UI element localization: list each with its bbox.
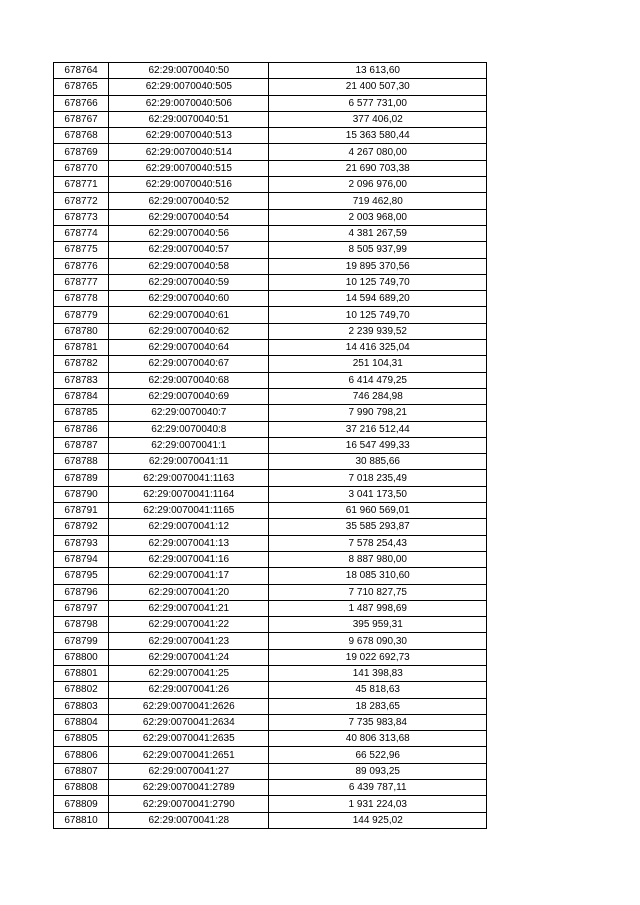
table-row (54, 665, 487, 681)
row-id-cell: 678782 (54, 356, 109, 372)
cadastral-value-cell: 746 284,98 (269, 388, 487, 404)
table-row (54, 698, 487, 714)
row-id-cell: 678789 (54, 470, 109, 486)
table-body (54, 63, 487, 829)
table-row (54, 225, 487, 241)
cadastral-number-cell: 62:29:0070041:2790 (109, 796, 269, 812)
cadastral-number-cell: 62:29:0070041:21 (109, 600, 269, 616)
row-id-cell: 678802 (54, 682, 109, 698)
cadastral-number-cell: 62:29:0070040:61 (109, 307, 269, 323)
cadastral-number-cell: 62:29:0070041:22 (109, 617, 269, 633)
table-row (54, 372, 487, 388)
cadastral-value-cell: 21 690 703,38 (269, 160, 487, 176)
table-row (54, 111, 487, 127)
row-id-cell: 678805 (54, 731, 109, 747)
row-id-cell: 678765 (54, 79, 109, 95)
cadastral-number-cell: 62:29:0070041:24 (109, 649, 269, 665)
table-row (54, 193, 487, 209)
cadastral-number-cell: 62:29:0070040:7 (109, 405, 269, 421)
row-id-cell: 678788 (54, 454, 109, 470)
table-row (54, 274, 487, 290)
row-id-cell: 678784 (54, 388, 109, 404)
row-id-cell: 678801 (54, 665, 109, 681)
table-row (54, 63, 487, 79)
cadastral-value-cell: 18 085 310,60 (269, 568, 487, 584)
cadastral-value-cell: 3 041 173,50 (269, 486, 487, 502)
cadastral-value-cell: 4 381 267,59 (269, 225, 487, 241)
row-id-cell: 678767 (54, 111, 109, 127)
row-id-cell: 678795 (54, 568, 109, 584)
table-row (54, 405, 487, 421)
cadastral-number-cell: 62:29:0070040:505 (109, 79, 269, 95)
row-id-cell: 678779 (54, 307, 109, 323)
table-row (54, 796, 487, 812)
cadastral-number-cell: 62:29:0070040:67 (109, 356, 269, 372)
row-id-cell: 678804 (54, 714, 109, 730)
cadastral-value-cell: 16 547 499,33 (269, 437, 487, 453)
row-id-cell: 678775 (54, 242, 109, 258)
cadastral-value-cell: 1 931 224,03 (269, 796, 487, 812)
cadastral-number-cell: 62:29:0070040:506 (109, 95, 269, 111)
cadastral-number-cell: 62:29:0070041:11 (109, 454, 269, 470)
cadastral-value-cell: 14 594 689,20 (269, 291, 487, 307)
cadastral-number-cell: 62:29:0070041:23 (109, 633, 269, 649)
cadastral-number-cell: 62:29:0070041:2626 (109, 698, 269, 714)
cadastral-value-cell: 8 887 980,00 (269, 551, 487, 567)
row-id-cell: 678803 (54, 698, 109, 714)
table-row (54, 388, 487, 404)
table-row (54, 568, 487, 584)
table-row (54, 421, 487, 437)
table-row (54, 454, 487, 470)
table-row (54, 258, 487, 274)
table-row (54, 470, 487, 486)
row-id-cell: 678773 (54, 209, 109, 225)
cadastral-number-cell: 62:29:0070041:25 (109, 665, 269, 681)
row-id-cell: 678783 (54, 372, 109, 388)
row-id-cell: 678792 (54, 519, 109, 535)
cadastral-value-cell: 37 216 512,44 (269, 421, 487, 437)
row-id-cell: 678778 (54, 291, 109, 307)
cadastral-number-cell: 62:29:0070041:2651 (109, 747, 269, 763)
cadastral-value-cell: 45 818,63 (269, 682, 487, 698)
table-row (54, 600, 487, 616)
cadastral-number-cell: 62:29:0070040:8 (109, 421, 269, 437)
cadastral-value-table (53, 62, 487, 829)
cadastral-value-cell: 40 806 313,68 (269, 731, 487, 747)
cadastral-number-cell: 62:29:0070040:59 (109, 274, 269, 290)
row-id-cell: 678781 (54, 340, 109, 356)
table-row (54, 486, 487, 502)
cadastral-number-cell: 62:29:0070041:27 (109, 763, 269, 779)
cadastral-number-cell: 62:29:0070040:51 (109, 111, 269, 127)
cadastral-number-cell: 62:29:0070041:12 (109, 519, 269, 535)
cadastral-value-cell: 395 959,31 (269, 617, 487, 633)
cadastral-number-cell: 62:29:0070040:52 (109, 193, 269, 209)
cadastral-value-cell: 4 267 080,00 (269, 144, 487, 160)
table-row (54, 617, 487, 633)
row-id-cell: 678780 (54, 323, 109, 339)
cadastral-value-cell: 7 735 983,84 (269, 714, 487, 730)
row-id-cell: 678769 (54, 144, 109, 160)
cadastral-value-cell: 15 363 580,44 (269, 128, 487, 144)
cadastral-number-cell: 62:29:0070040:57 (109, 242, 269, 258)
cadastral-number-cell: 62:29:0070040:515 (109, 160, 269, 176)
cadastral-value-cell: 6 414 479,25 (269, 372, 487, 388)
cadastral-value-cell: 7 710 827,75 (269, 584, 487, 600)
row-id-cell: 678798 (54, 617, 109, 633)
cadastral-value-cell: 10 125 749,70 (269, 307, 487, 323)
cadastral-value-cell: 7 990 798,21 (269, 405, 487, 421)
cadastral-value-cell: 89 093,25 (269, 763, 487, 779)
row-id-cell: 678806 (54, 747, 109, 763)
table-row (54, 649, 487, 665)
row-id-cell: 678771 (54, 177, 109, 193)
table-row (54, 535, 487, 551)
cadastral-value-cell: 2 096 976,00 (269, 177, 487, 193)
row-id-cell: 678809 (54, 796, 109, 812)
row-id-cell: 678786 (54, 421, 109, 437)
cadastral-value-cell: 19 022 692,73 (269, 649, 487, 665)
cadastral-value-cell: 8 505 937,99 (269, 242, 487, 258)
table-row (54, 242, 487, 258)
row-id-cell: 678777 (54, 274, 109, 290)
row-id-cell: 678807 (54, 763, 109, 779)
table-row (54, 714, 487, 730)
row-id-cell: 678800 (54, 649, 109, 665)
cadastral-value-cell: 1 487 998,69 (269, 600, 487, 616)
table-row (54, 95, 487, 111)
cadastral-value-cell: 251 104,31 (269, 356, 487, 372)
cadastral-value-cell: 2 239 939,52 (269, 323, 487, 339)
cadastral-value-cell: 9 678 090,30 (269, 633, 487, 649)
cadastral-value-cell: 18 283,65 (269, 698, 487, 714)
cadastral-value-cell: 2 003 968,00 (269, 209, 487, 225)
row-id-cell: 678770 (54, 160, 109, 176)
cadastral-value-cell: 144 925,02 (269, 812, 487, 828)
row-id-cell: 678797 (54, 600, 109, 616)
row-id-cell: 678796 (54, 584, 109, 600)
cadastral-number-cell: 62:29:0070041:1 (109, 437, 269, 453)
table-row (54, 682, 487, 698)
cadastral-value-cell: 19 895 370,56 (269, 258, 487, 274)
cadastral-value-cell: 61 960 569,01 (269, 503, 487, 519)
cadastral-number-cell: 62:29:0070041:2789 (109, 780, 269, 796)
cadastral-number-cell: 62:29:0070041:1163 (109, 470, 269, 486)
cadastral-value-cell: 30 885,66 (269, 454, 487, 470)
cadastral-value-cell: 7 018 235,49 (269, 470, 487, 486)
cadastral-value-cell: 719 462,80 (269, 193, 487, 209)
cadastral-number-cell: 62:29:0070040:50 (109, 63, 269, 79)
table-row (54, 763, 487, 779)
table-row (54, 79, 487, 95)
row-id-cell: 678764 (54, 63, 109, 79)
row-id-cell: 678766 (54, 95, 109, 111)
row-id-cell: 678791 (54, 503, 109, 519)
table-row (54, 144, 487, 160)
row-id-cell: 678768 (54, 128, 109, 144)
table-row (54, 519, 487, 535)
row-id-cell: 678774 (54, 225, 109, 241)
cadastral-value-cell: 141 398,83 (269, 665, 487, 681)
cadastral-number-cell: 62:29:0070041:2634 (109, 714, 269, 730)
row-id-cell: 678810 (54, 812, 109, 828)
table-row (54, 780, 487, 796)
cadastral-number-cell: 62:29:0070040:64 (109, 340, 269, 356)
cadastral-number-cell: 62:29:0070041:28 (109, 812, 269, 828)
table-row (54, 291, 487, 307)
table-row (54, 160, 487, 176)
cadastral-number-cell: 62:29:0070041:16 (109, 551, 269, 567)
cadastral-number-cell: 62:29:0070040:69 (109, 388, 269, 404)
table-row (54, 633, 487, 649)
cadastral-value-cell: 377 406,02 (269, 111, 487, 127)
table-row (54, 128, 487, 144)
cadastral-value-cell: 35 585 293,87 (269, 519, 487, 535)
cadastral-number-cell: 62:29:0070040:513 (109, 128, 269, 144)
table-row (54, 747, 487, 763)
cadastral-value-cell: 21 400 507,30 (269, 79, 487, 95)
row-id-cell: 678787 (54, 437, 109, 453)
cadastral-number-cell: 62:29:0070040:60 (109, 291, 269, 307)
row-id-cell: 678790 (54, 486, 109, 502)
cadastral-number-cell: 62:29:0070040:54 (109, 209, 269, 225)
row-id-cell: 678772 (54, 193, 109, 209)
cadastral-value-cell: 13 613,60 (269, 63, 487, 79)
row-id-cell: 678808 (54, 780, 109, 796)
row-id-cell: 678794 (54, 551, 109, 567)
cadastral-number-cell: 62:29:0070040:516 (109, 177, 269, 193)
cadastral-value-cell: 14 416 325,04 (269, 340, 487, 356)
table-row (54, 584, 487, 600)
cadastral-number-cell: 62:29:0070041:13 (109, 535, 269, 551)
cadastral-value-cell: 66 522,96 (269, 747, 487, 763)
row-id-cell: 678799 (54, 633, 109, 649)
cadastral-number-cell: 62:29:0070041:20 (109, 584, 269, 600)
row-id-cell: 678793 (54, 535, 109, 551)
table-row (54, 551, 487, 567)
cadastral-number-cell: 62:29:0070040:58 (109, 258, 269, 274)
cadastral-value-cell: 6 577 731,00 (269, 95, 487, 111)
table-row (54, 356, 487, 372)
cadastral-value-cell: 6 439 787,11 (269, 780, 487, 796)
table-row (54, 209, 487, 225)
table-row (54, 503, 487, 519)
cadastral-value-cell: 10 125 749,70 (269, 274, 487, 290)
cadastral-number-cell: 62:29:0070041:1165 (109, 503, 269, 519)
cadastral-number-cell: 62:29:0070041:17 (109, 568, 269, 584)
cadastral-number-cell: 62:29:0070040:62 (109, 323, 269, 339)
table-row (54, 177, 487, 193)
cadastral-number-cell: 62:29:0070040:56 (109, 225, 269, 241)
row-id-cell: 678785 (54, 405, 109, 421)
table-row (54, 437, 487, 453)
table-row (54, 307, 487, 323)
cadastral-number-cell: 62:29:0070041:26 (109, 682, 269, 698)
table-row (54, 340, 487, 356)
table-row (54, 323, 487, 339)
row-id-cell: 678776 (54, 258, 109, 274)
cadastral-number-cell: 62:29:0070041:2635 (109, 731, 269, 747)
table-row (54, 731, 487, 747)
cadastral-number-cell: 62:29:0070040:68 (109, 372, 269, 388)
table-row (54, 812, 487, 828)
cadastral-number-cell: 62:29:0070040:514 (109, 144, 269, 160)
cadastral-number-cell: 62:29:0070041:1164 (109, 486, 269, 502)
cadastral-value-cell: 7 578 254,43 (269, 535, 487, 551)
